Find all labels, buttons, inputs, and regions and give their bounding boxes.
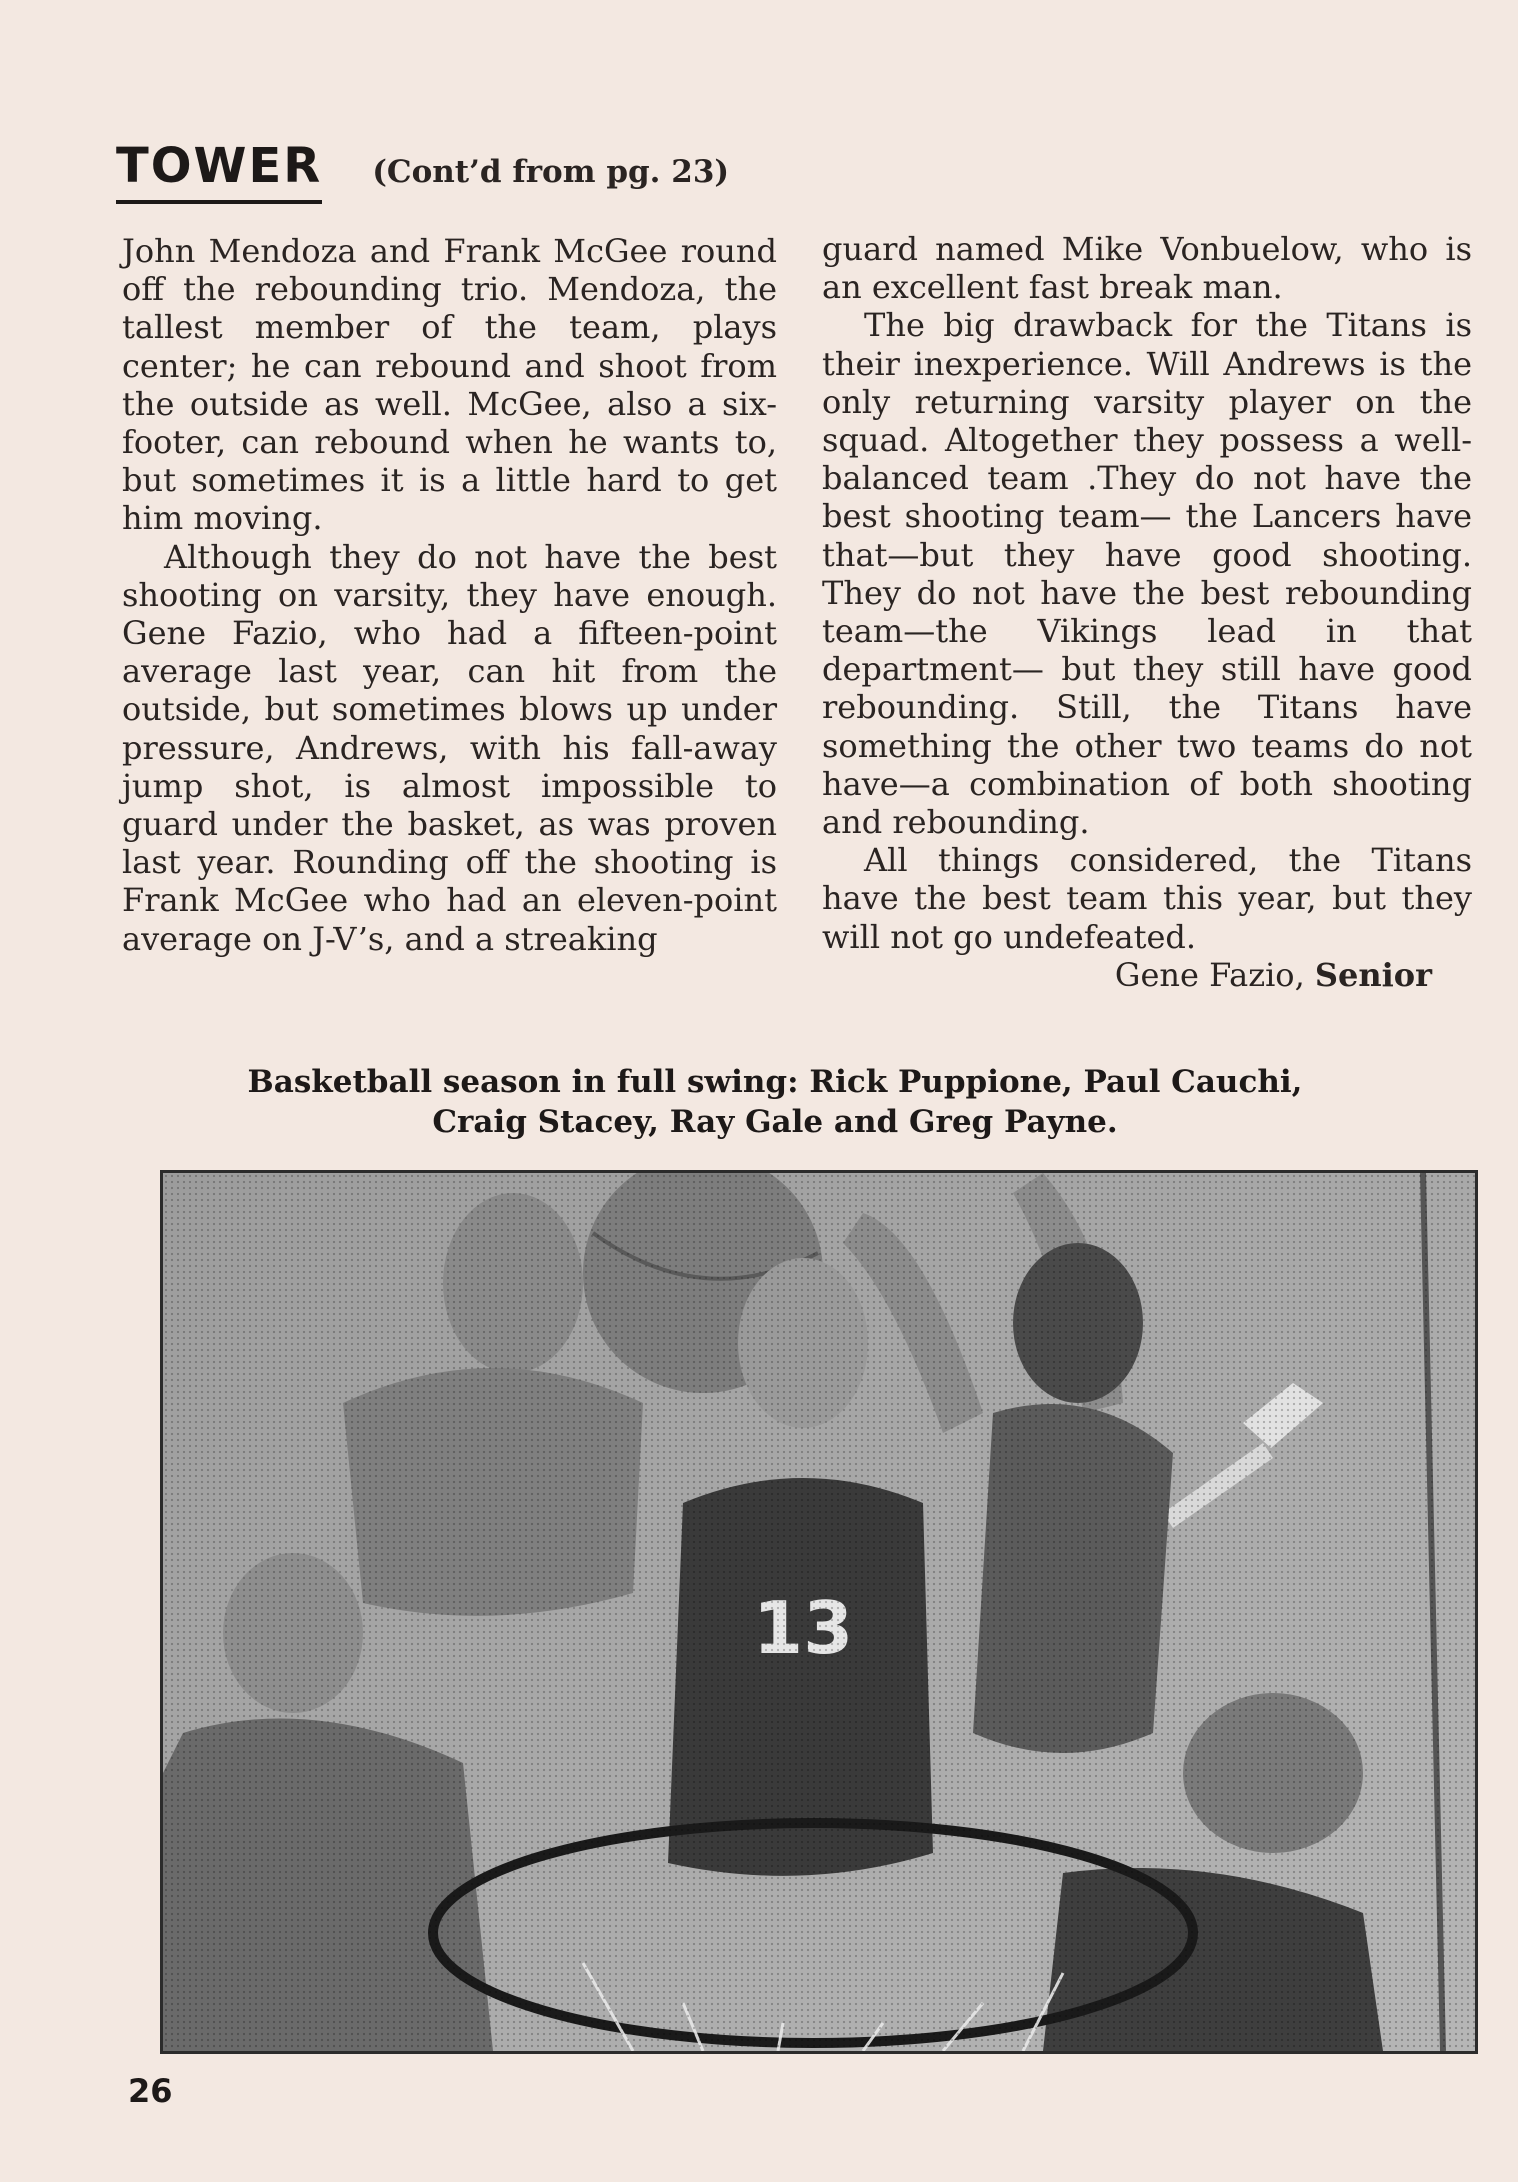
section-title: TOWER (116, 138, 322, 204)
author-class: Senior (1314, 955, 1432, 994)
article-right-column (822, 230, 1472, 994)
author-name: Gene Fazio, (1114, 955, 1305, 994)
page-number: 26 (128, 2072, 173, 2110)
article-paragraph: The big drawback for the Titans is their inexperience. Will Andrews is the only returning varsity player on the squad. Altogether they possess a well-balanced team .They do not have the best shooting team— the Lancers have that—but they have good shooting. They do not have the best rebounding team—the Vikings lead in that department— but they still have good rebounding. Still, the Titans have something the other two teams do not have—a combination of both shooting and rebounding. (822, 306, 1472, 842)
article-paragraph: John Mendoza and Frank McGee round off the rebounding trio. Mendoza, the tallest member of the team, plays center; he can rebound and shoot from the outside as well. McGee, also a six-footer, can rebound when he wants to, but sometimes it is a little hard to get him moving. (122, 232, 777, 538)
article-paragraph: guard named Mike Vonbuelow, who is an excellent fast break man. (822, 230, 1472, 307)
continued-note: (Cont’d from pg. 23) (372, 154, 730, 190)
basketball-photo (160, 1170, 1478, 2054)
caption-line: Basketball season in full swing: Rick Puppione, Paul Cauchi, (247, 1064, 1303, 1100)
photo-caption (150, 1062, 1400, 1142)
author-signature (822, 956, 1472, 994)
article-paragraph: All things considered, the Titans have the best team this year, but they will not go undefeated. (822, 841, 1472, 956)
halftone-photo-illustration (163, 1173, 1475, 2051)
caption-line: Craig Stacey, Ray Gale and Greg Payne. (432, 1104, 1118, 1140)
section-header (116, 138, 729, 204)
article-left-column (122, 232, 777, 958)
article-paragraph: Although they do not have the best shooting on varsity, they have enough. Gene Fazio, who had a fifteen-point average last year, can hit from the outside, but sometimes blows up under pressure, Andrews, with his fall-away jump shot, is almost impossible to guard under the basket, as was proven last year. Rounding off the shooting is Frank McGee who had an eleven-point average on J-V’s, and a streaking (122, 537, 777, 958)
